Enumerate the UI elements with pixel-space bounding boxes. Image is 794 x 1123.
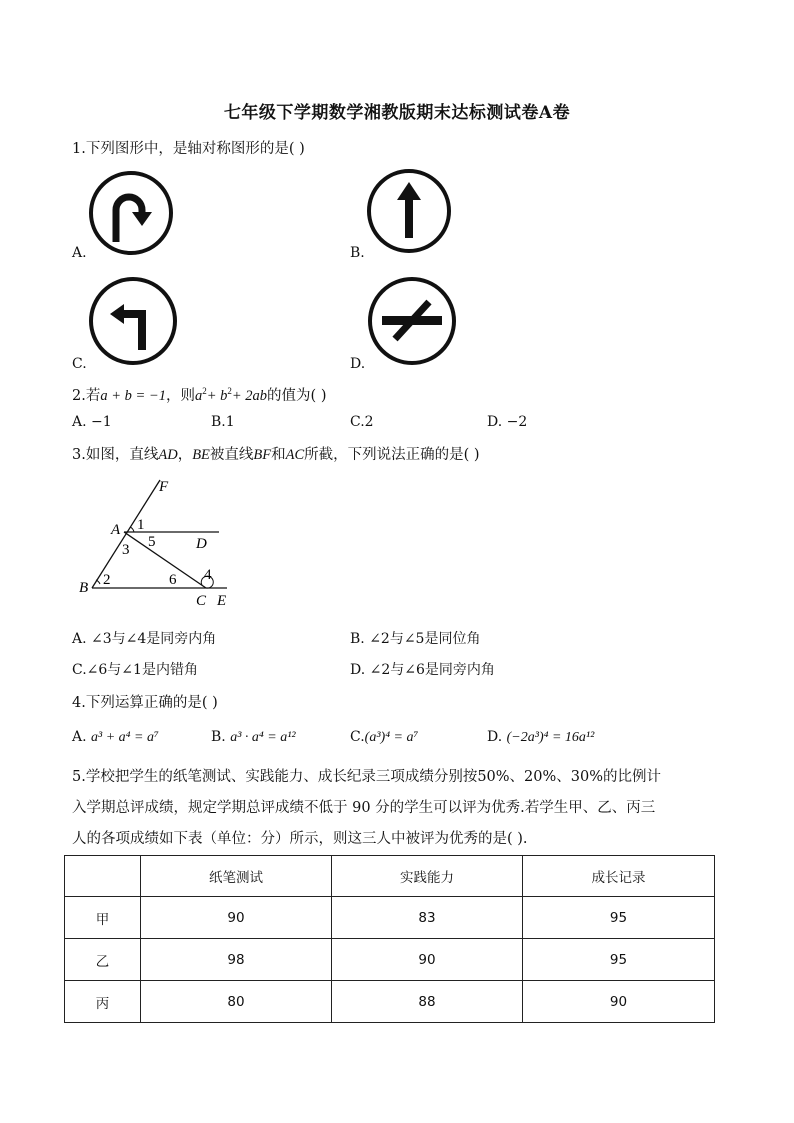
svg-text:1: 1 [137,517,145,533]
table-header-cell: 实践能力 [332,856,523,897]
table-cell: 88 [332,981,523,1023]
table-cell: 90 [141,897,332,939]
table-cell: 83 [332,897,523,939]
q1-option-c: C. [72,356,87,372]
q2-option-b: B.1 [211,414,235,430]
q1-stem: 1.下列图形中，是轴对称图形的是( ) [72,141,305,157]
table-cell: 95 [523,939,715,981]
svg-text:2: 2 [103,572,111,588]
q4-option-b: B. a³ · a⁴ = a¹² [211,729,296,745]
svg-text:3: 3 [122,542,130,558]
left-turn-arrow-icon [88,276,178,366]
q1-option-b: B. [350,245,365,261]
straight-arrow-icon [366,168,452,254]
table-header-cell [65,856,141,897]
q3-option-a: A. ∠3与∠4是同旁内角 [72,631,217,647]
u-turn-arrow-icon [88,170,174,256]
q2-option-c: C.2 [350,414,374,430]
q4-option-a: A. a³ + a⁴ = a⁷ [72,729,159,745]
q5-stem-line-2: 入学期总评成绩，规定学期总评成绩不低于 90 分的学生可以评为优秀.若学生甲、乙、丙三 [72,800,656,816]
table-cell: 甲 [65,897,141,939]
svg-text:B: B [79,580,89,596]
table-header-cell: 成长记录 [523,856,715,897]
q3-stem: 3.如图，直线AD，BE被直线BF和AC所截，下列说法正确的是( ) [72,447,480,463]
table-header-cell: 纸笔测试 [141,856,332,897]
score-table [64,855,715,1023]
table-cell: 80 [141,981,332,1023]
table-row [65,981,715,1023]
table-cell: 丙 [65,981,141,1023]
table-cell: 95 [523,897,715,939]
q3-option-c: C.∠6与∠1是内错角 [72,662,198,678]
table-header-row [65,856,715,897]
table-row [65,939,715,981]
svg-text:E: E [217,593,227,609]
q3-option-b: B. ∠2与∠5是同位角 [350,631,481,647]
svg-text:F: F [159,479,169,495]
q3-figure [72,472,242,612]
q4-option-d: D. (−2a³)⁴ = 16a¹² [487,729,595,745]
q2-option-a: A. −1 [72,414,112,430]
svg-text:D: D [196,536,207,552]
svg-text:4: 4 [204,567,212,583]
q5-stem-line-1: 5.学校把学生的纸笔测试、实践能力、成长纪录三项成绩分别按50%、20%、30%的比例计 [72,769,662,785]
q2-option-d: D. −2 [487,414,528,430]
table-row [65,897,715,939]
table-cell: 90 [523,981,715,1023]
svg-text:5: 5 [148,534,156,550]
q4-stem: 4.下列运算正确的是( ) [72,695,218,711]
q4-option-c: C.(a³)⁴ = a⁷ [350,729,419,745]
table-cell: 90 [332,939,523,981]
table-cell: 乙 [65,939,141,981]
line-ac [124,532,206,588]
q2-condition: a + b = −1 [100,388,166,404]
q1-option-d: D. [350,356,366,372]
q2-stem: 2.若a + b = −1，则$a^2+ b^2+ 2ab$的值为( ) [72,386,327,404]
table-cell: 98 [141,939,332,981]
svg-text:6: 6 [169,572,177,588]
q3-option-d: D. ∠2与∠6是同旁内角 [350,662,495,678]
q5-stem-line-3: 人的各项成绩如下表（单位：分）所示，则这三人中被评为优秀的是( ). [72,831,528,847]
svg-text:A: A [111,522,121,538]
no-entry-slash-icon [367,276,457,366]
svg-text:C: C [196,593,207,609]
q1-option-a: A. [72,245,87,261]
page-title: 七年级下学期数学湘教版期末达标测试卷A卷 [223,103,571,123]
